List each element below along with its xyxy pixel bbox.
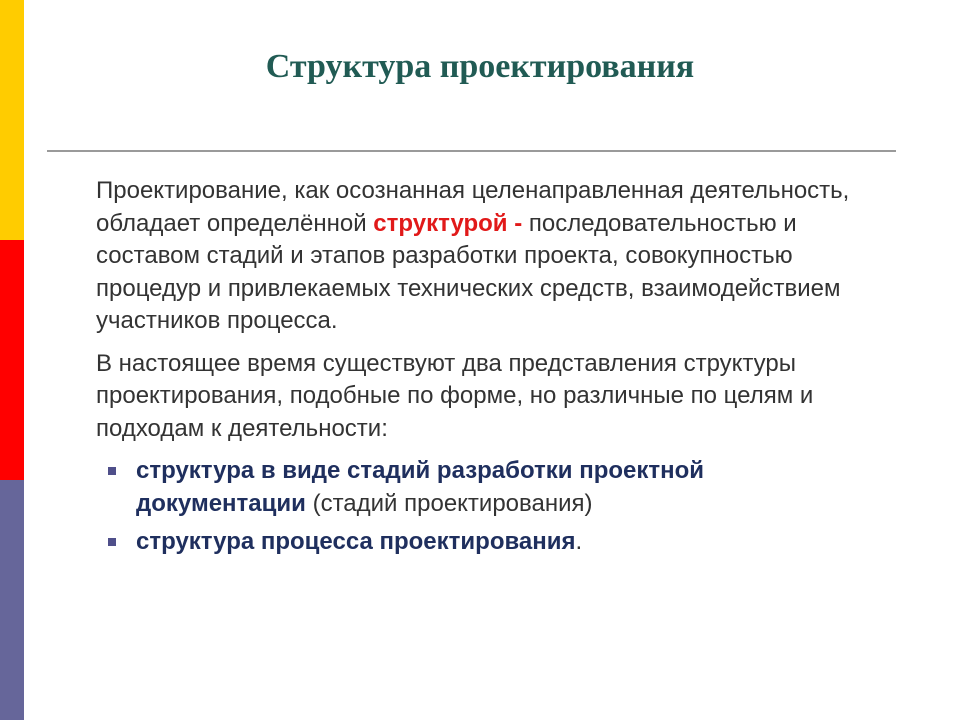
- paragraph-structure-definition: [96, 175, 876, 338]
- paragraph-two-representations: В настоящее время существуют два представления структуры проектирования, подобные по форме, но различные по целям и подходам к деятельности:: [96, 349, 814, 442]
- square-bullet-icon: [108, 467, 116, 475]
- bullet-stages-normal: (стадий проектирования): [305, 489, 593, 517]
- bullet-item-stages: [96, 455, 876, 520]
- bullet-process-bold: структура процесса проектирования: [136, 528, 576, 555]
- bullet-item-process: [96, 526, 876, 559]
- bullet-stages-bold: структура в виде стадий разработки проектной документации: [136, 457, 705, 517]
- paragraph1-highlight: структурой -: [373, 209, 523, 237]
- slide-body: [96, 175, 876, 565]
- paragraph1-text-after: последовательностью и составом стадий и этапов разработки проекта, совокупностью процедур и привлекаемых технических средств, взаимодействием участников процесса.: [96, 209, 841, 334]
- slide-title: Структура проектирования: [265, 48, 695, 85]
- bullet-process-normal: .: [575, 528, 583, 555]
- side-bar-purple: [0, 480, 24, 720]
- paragraph1-text-before: Проектирование, как осознанная целенаправленная деятельность, обладает определённой: [96, 177, 850, 237]
- side-bar-red: [0, 240, 24, 480]
- title-divider: [47, 150, 896, 152]
- square-bullet-icon: [108, 538, 116, 546]
- bullet-list: [96, 455, 876, 559]
- side-bar-yellow: [0, 0, 24, 240]
